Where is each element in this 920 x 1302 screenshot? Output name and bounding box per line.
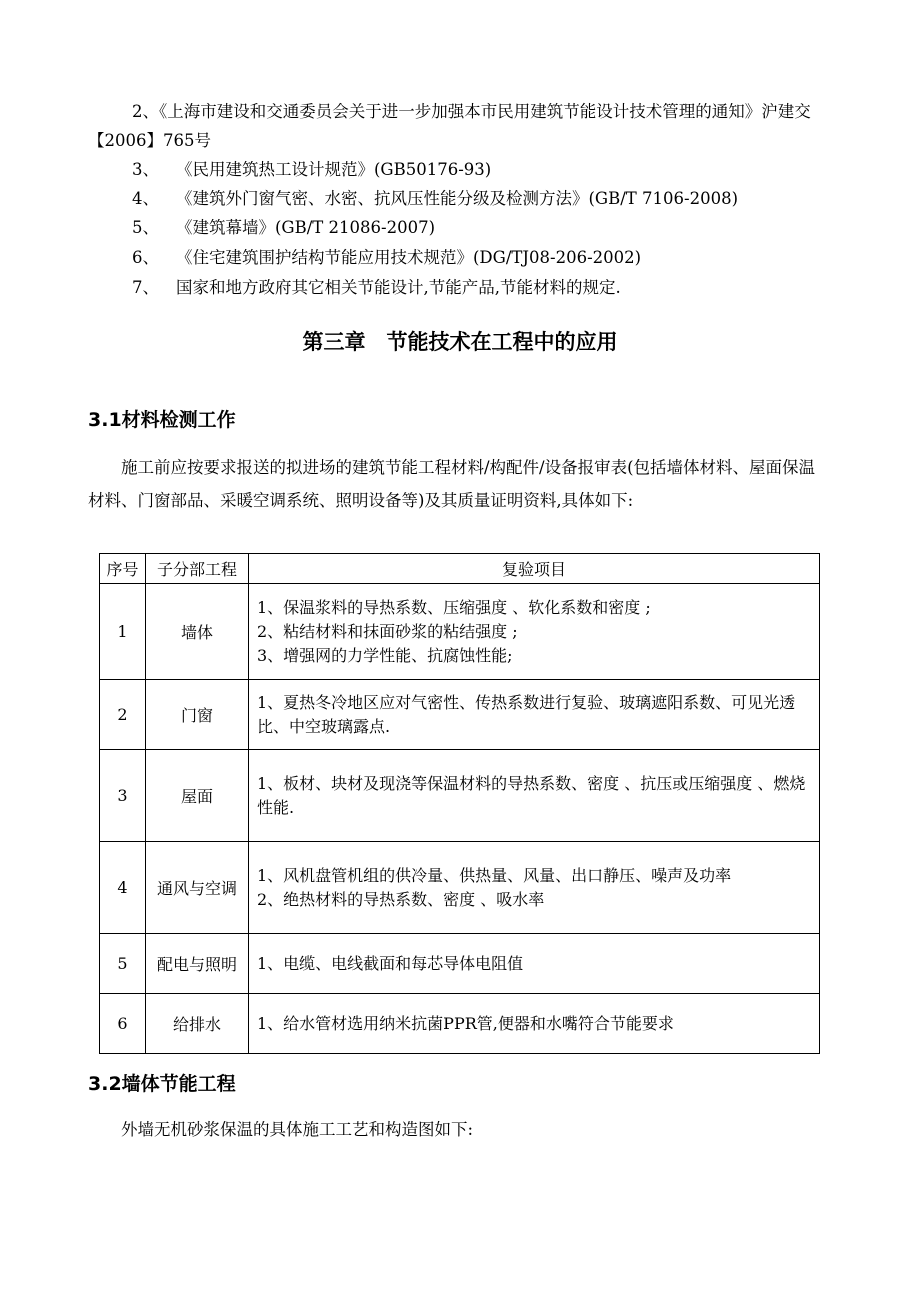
header-items: 复验项目 bbox=[249, 554, 820, 584]
reference-item bbox=[88, 213, 828, 242]
header-part: 子分部工程 bbox=[146, 554, 249, 584]
reference-number: 7、 bbox=[132, 278, 159, 297]
item-line: 1、夏热冬冷地区应对气密性、传热系数进行复验、玻璃遮阳系数、可见光透比、中空玻璃露点. bbox=[257, 692, 796, 736]
reference-item bbox=[88, 273, 828, 302]
row-part: 通风与空调 bbox=[146, 842, 249, 934]
reference-item bbox=[88, 155, 828, 184]
row-items bbox=[249, 842, 820, 934]
row-items bbox=[249, 680, 820, 750]
row-number: 3 bbox=[100, 750, 146, 842]
row-number: 5 bbox=[100, 934, 146, 994]
item-line: 2、绝热材料的导热系数、密度 、吸水率 bbox=[257, 889, 545, 909]
item-line: 3、增强网的力学性能、抗腐蚀性能; bbox=[257, 645, 513, 665]
section-heading: 3.1材料检测工作 bbox=[88, 409, 236, 431]
reference-text: 《住宅建筑围护结构节能应用技术规范》(DG/TJ08-206-2002) bbox=[176, 248, 642, 267]
section-heading: 3.2墙体节能工程 bbox=[88, 1073, 236, 1095]
item-line: 1、电缆、电线截面和每芯导体电阻值 bbox=[257, 953, 524, 973]
table-row bbox=[100, 994, 820, 1054]
row-part: 墙体 bbox=[146, 584, 249, 680]
item-line: 1、板材、块材及现浇等保温材料的导热系数、密度 、抗压或压缩强度 、燃烧性能. bbox=[257, 773, 806, 817]
table-row bbox=[100, 750, 820, 842]
row-part: 屋面 bbox=[146, 750, 249, 842]
reference-text: 《民用建筑热工设计规范》(GB50176-93) bbox=[176, 160, 492, 179]
table-header-row bbox=[100, 554, 820, 584]
reference-item bbox=[88, 97, 828, 155]
reference-number: 4、 bbox=[132, 189, 159, 208]
table-row bbox=[100, 680, 820, 750]
section-paragraph: 外墙无机砂浆保温的具体施工工艺和构造图如下: bbox=[121, 1120, 474, 1139]
reference-item bbox=[88, 243, 828, 272]
row-number: 4 bbox=[100, 842, 146, 934]
table-row bbox=[100, 584, 820, 680]
row-part: 配电与照明 bbox=[146, 934, 249, 994]
reference-number: 2、 bbox=[132, 102, 159, 121]
item-line: 1、风机盘管机组的供冷量、供热量、风量、出口静压、噪声及功率 bbox=[257, 865, 732, 885]
reference-text: 《建筑外门窗气密、水密、抗风压性能分级及检测方法》(GB/T 7106-2008) bbox=[176, 189, 739, 208]
reference-text: 《建筑幕墙》(GB/T 21086-2007) bbox=[176, 218, 436, 237]
reference-number: 3、 bbox=[132, 160, 159, 179]
item-line: 2、粘结材料和抹面砂浆的粘结强度 ; bbox=[257, 621, 518, 641]
row-items bbox=[249, 750, 820, 842]
row-items bbox=[249, 994, 820, 1054]
reference-item bbox=[88, 184, 828, 213]
reference-number: 6、 bbox=[132, 248, 159, 267]
reference-text: 国家和地方政府其它相关节能设计,节能产品,节能材料的规定. bbox=[176, 278, 621, 297]
item-line: 1、给水管材选用纳米抗菌PPR管,便器和水嘴符合节能要求 bbox=[257, 1013, 674, 1033]
row-part: 给排水 bbox=[146, 994, 249, 1054]
row-items bbox=[249, 934, 820, 994]
row-part: 门窗 bbox=[146, 680, 249, 750]
reference-text: 《上海市建设和交通委员会关于进一步加强本市民用建筑节能设计技术管理的通知》沪建交【2006】765号 bbox=[88, 102, 811, 150]
row-number: 1 bbox=[100, 584, 146, 680]
reference-number: 5、 bbox=[132, 218, 159, 237]
item-line: 1、保温浆料的导热系数、压缩强度 、软化系数和密度 ; bbox=[257, 597, 651, 617]
header-no: 序号 bbox=[100, 554, 146, 584]
inspection-table bbox=[99, 553, 820, 1054]
chapter-title: 第三章 节能技术在工程中的应用 bbox=[302, 330, 618, 354]
table-row bbox=[100, 934, 820, 994]
row-number: 2 bbox=[100, 680, 146, 750]
table-row bbox=[100, 842, 820, 934]
section-paragraph: 施工前应按要求报送的拟进场的建筑节能工程材料/构配件/设备报审表(包括墙体材料、屋面保温材料、门窗部品、采暖空调系统、照明设备等)及其质量证明资料,具体如下: bbox=[88, 458, 816, 510]
row-items bbox=[249, 584, 820, 680]
row-number: 6 bbox=[100, 994, 146, 1054]
